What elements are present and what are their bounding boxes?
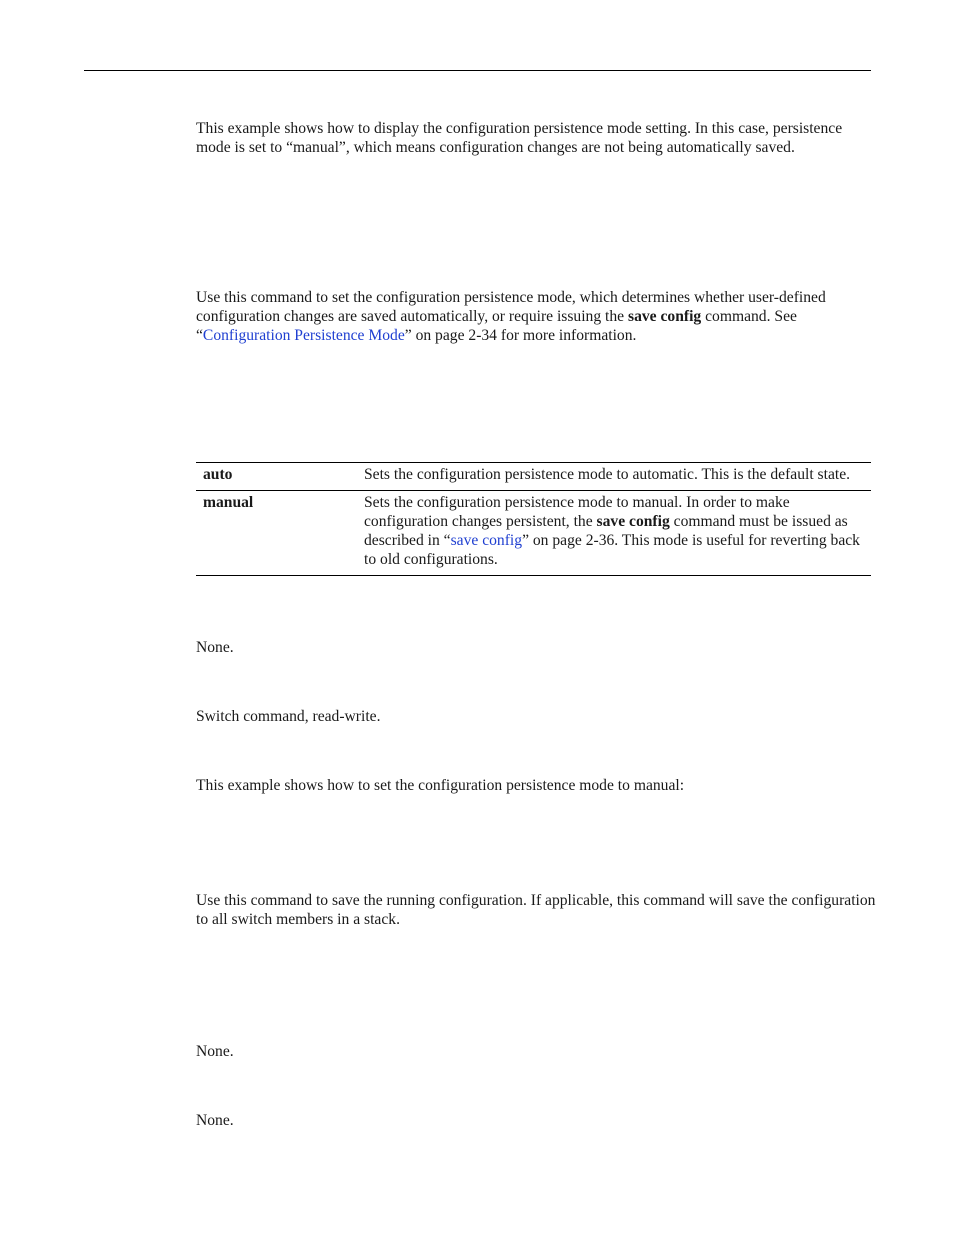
syntax-text: None. [196, 1043, 234, 1060]
param-description: Sets the configuration persistence mode to manual. In order to make configuration changes persistent, the save config command must be issued as described in “save config” on page 2-36. This mode is useful for reverting back to old configurations. [364, 491, 871, 576]
param-description: Sets the configuration persistence mode to automatic. This is the default state. [364, 463, 871, 491]
command-name-bold: save config [628, 308, 702, 325]
purpose-paragraph: Use this command to set the configuration persistence mode, which determines whether user-defined configuration changes are saved automatically, or require issuing the save config command. See “Configuration Persistence Mode” on page 2-34 for more information. [196, 289, 826, 344]
defaults-text: None. [196, 1112, 234, 1129]
table-row [196, 491, 871, 576]
example-paragraph: This example shows how to set the configuration persistence mode to manual: [196, 777, 685, 794]
save-config-link[interactable]: save config [450, 532, 523, 549]
example-paragraph: This example shows how to display the configuration persistence mode setting. In this case, persistence mode is set to “manual”, which means configuration changes are not being automatically saved. [196, 120, 843, 156]
defaults-text: None. [196, 639, 234, 656]
config-persistence-mode-link[interactable]: Configuration Persistence Mode [202, 327, 405, 344]
mode-text: Switch command, read-write. [196, 708, 381, 725]
table-row [196, 463, 871, 491]
header-rule [84, 70, 871, 71]
param-name: auto [196, 463, 364, 491]
purpose-paragraph: Use this command to save the running configuration. If applicable, this command will save the configuration to all switch members in a stack. [196, 892, 876, 928]
param-name: manual [196, 491, 364, 576]
parameter-table [196, 462, 871, 576]
